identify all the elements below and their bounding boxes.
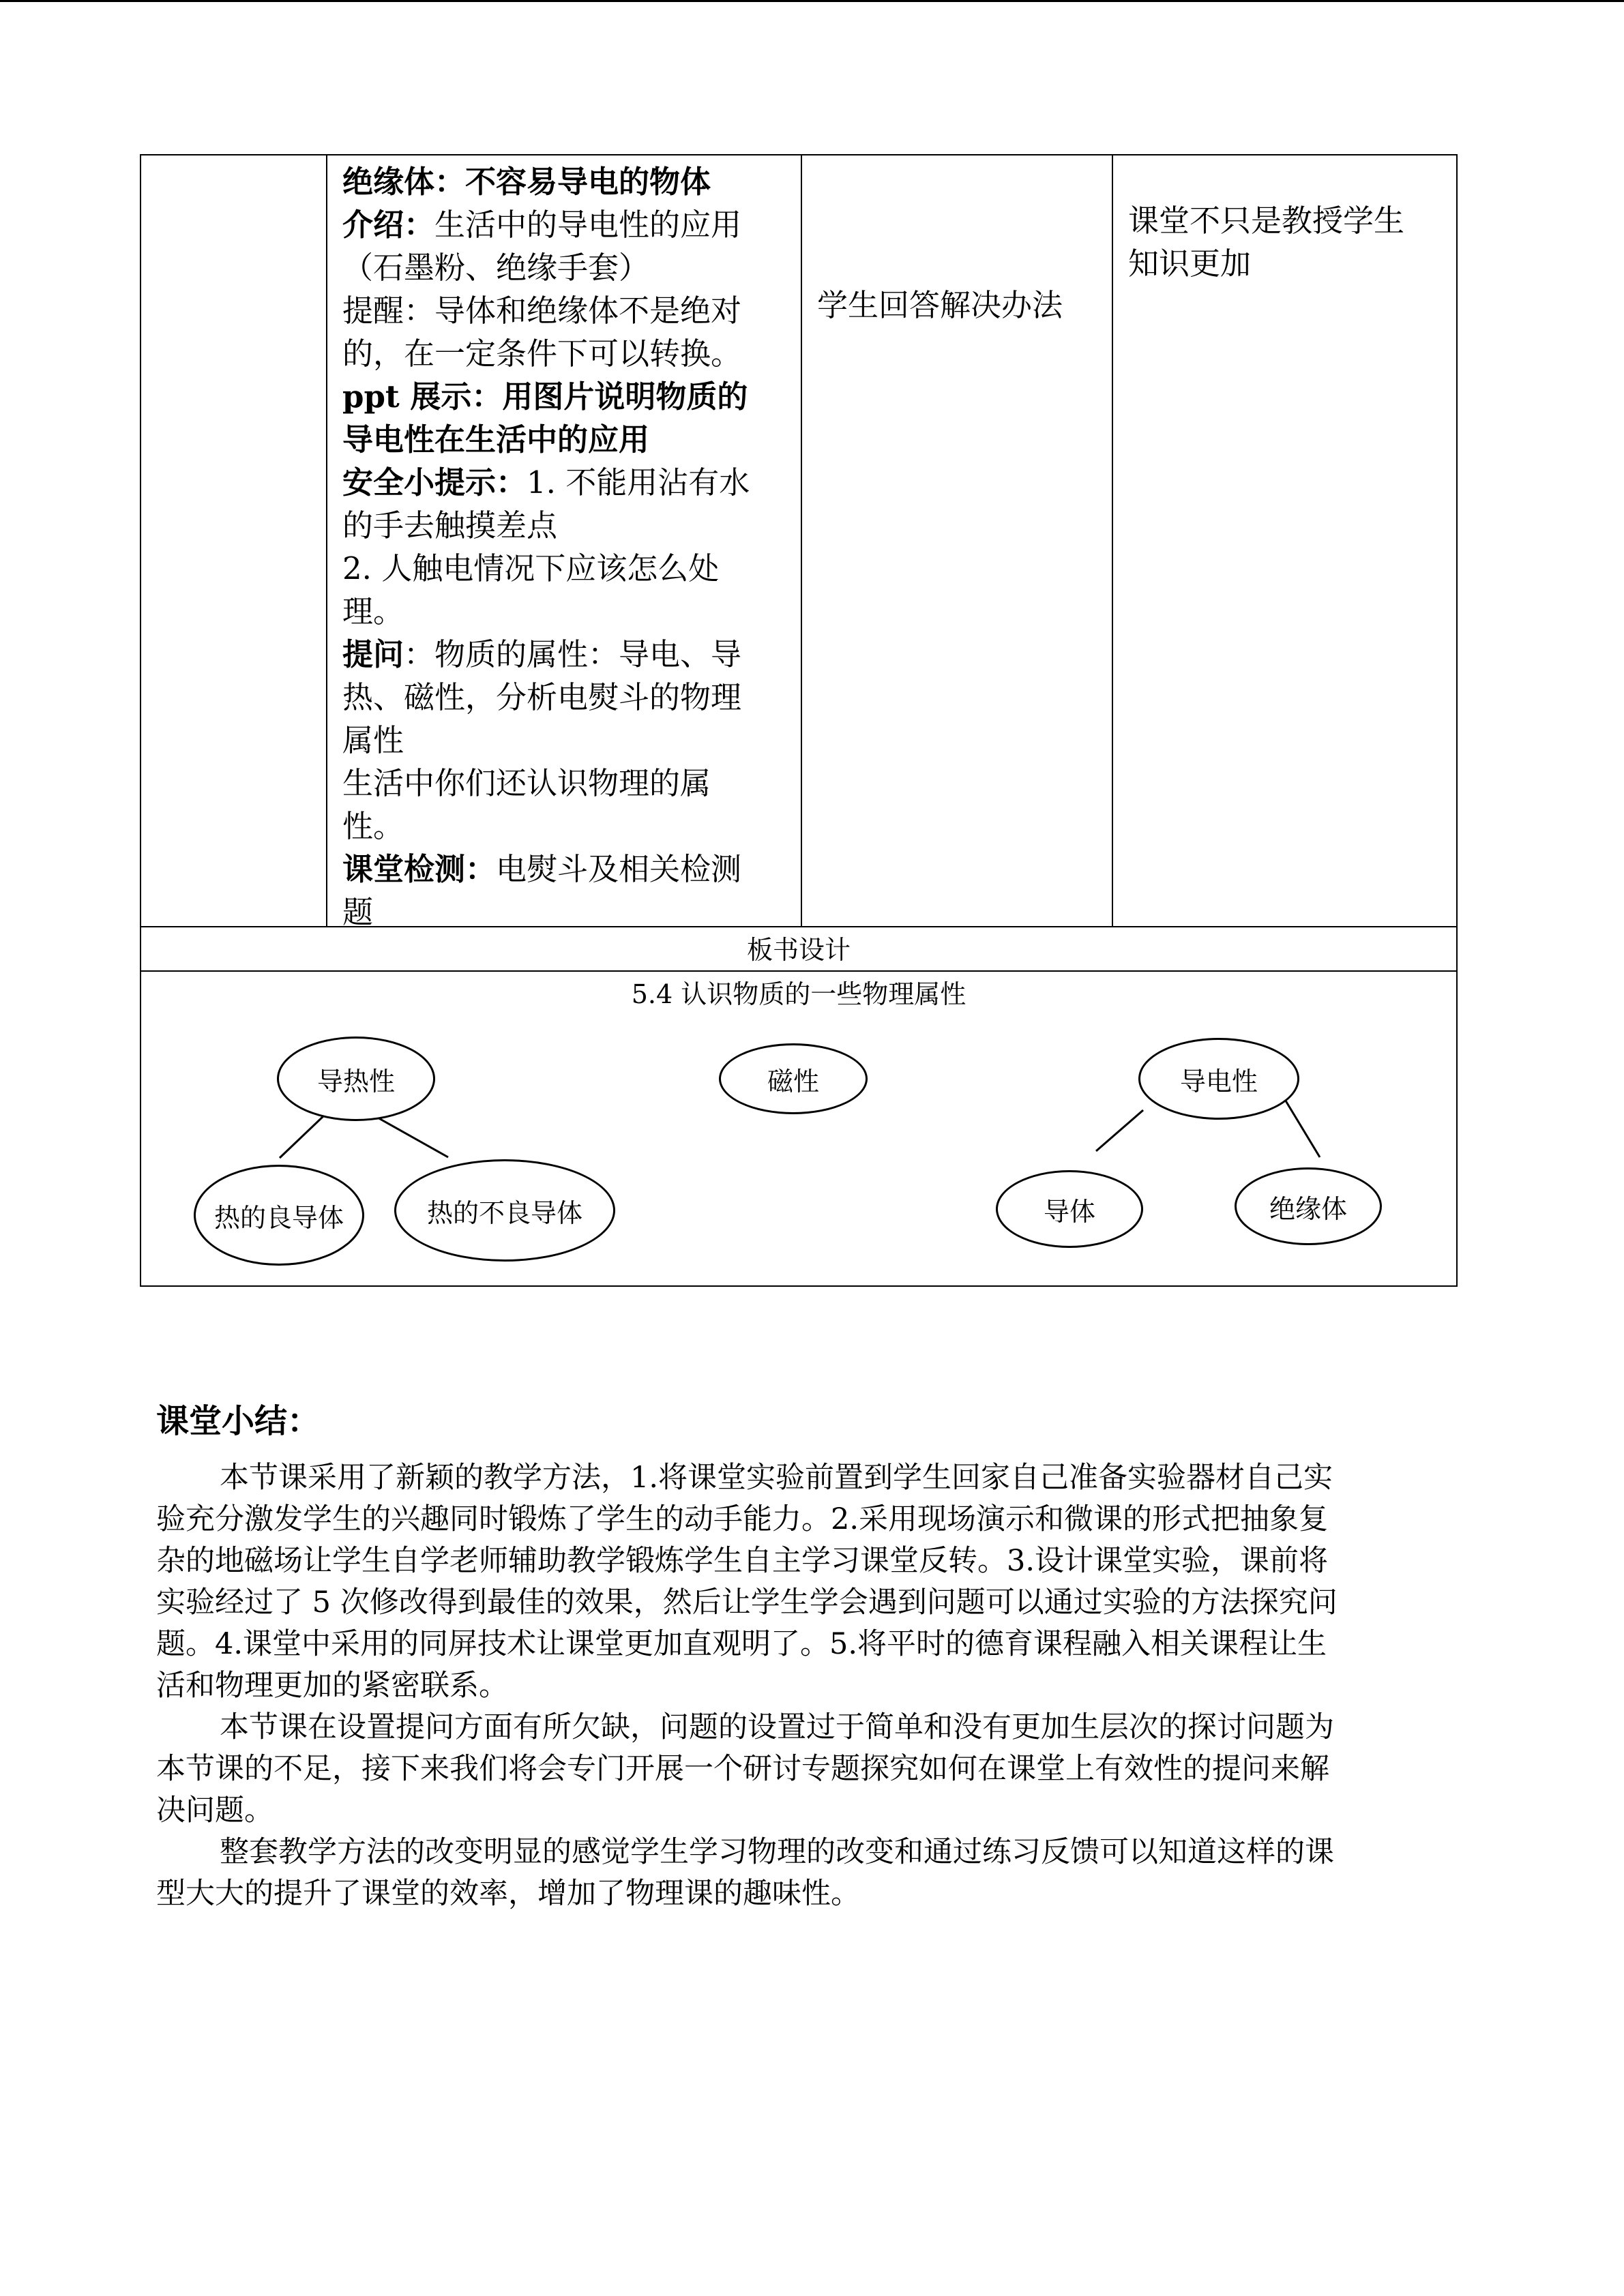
summary-line-8: 本节课的不足，接下来我们将会专门开展一个研讨专题探究如何在课堂上有效性的提问来解 bbox=[156, 1752, 1329, 1786]
board-design-header: 板书设计 bbox=[746, 935, 851, 965]
node-electrical-conductivity: 导电性 bbox=[1138, 1038, 1299, 1120]
summary-line-6: 活和物理更加的紧密联系。 bbox=[156, 1669, 508, 1703]
summary-line-9: 决问题。 bbox=[156, 1793, 274, 1828]
line-elec-to-conductor bbox=[1096, 1110, 1143, 1151]
check-line-1: 课堂检测：电熨斗及相关检测 bbox=[342, 851, 742, 887]
summary-heading: 课堂小结： bbox=[156, 1402, 321, 1440]
summary-line-4: 实验经过了 5 次修改得到最佳的效果，然后让学生学会遇到问题可以通过实验的方法探究问 bbox=[156, 1585, 1338, 1620]
line-heat-to-poor bbox=[377, 1117, 448, 1157]
board-title: 5.4 认识物质的一些物理属性 bbox=[631, 979, 966, 1009]
line-heat-to-good bbox=[280, 1116, 324, 1158]
ask-line-5: 性。 bbox=[342, 808, 404, 844]
remind-line-1: 提醒：导体和绝缘体不是绝对 bbox=[342, 293, 742, 329]
node-poor-thermal-conductor: 热的不良导体 bbox=[394, 1159, 615, 1262]
intro-line-2: （石墨粉、绝缘手套） bbox=[342, 250, 650, 286]
summary-line-10: 整套教学方法的改变明显的感觉学生学习物理的改变和通过练习反馈可以知道这样的课 bbox=[220, 1835, 1334, 1869]
ask-line-2: 热、磁性，分析电熨斗的物理 bbox=[342, 679, 742, 715]
intro-line-1: 介绍：生活中的导电性的应用 bbox=[342, 207, 742, 243]
node-thermal-conductivity: 导热性 bbox=[277, 1037, 435, 1121]
ppt-line-1: ppt 展示：用图片说明物质的 bbox=[342, 378, 748, 415]
safety-line-2: 的手去触摸差点 bbox=[342, 507, 558, 543]
node-magnetism: 磁性 bbox=[719, 1043, 868, 1114]
design-intent-line-2: 知识更加 bbox=[1128, 245, 1252, 282]
summary-line-5: 题。4.课堂中采用的同屏技术让课堂更加直观明了。5.将平时的德育课程融入相关课程让生 bbox=[156, 1627, 1327, 1661]
line-elec-to-insulator bbox=[1284, 1099, 1320, 1157]
check-line-2: 题 bbox=[342, 894, 374, 930]
remind-line-2: 的，在一定条件下可以转换。 bbox=[342, 336, 742, 372]
ask-line-4: 生活中你们还认识物理的属 bbox=[342, 765, 711, 801]
safety-line-4: 理。 bbox=[342, 593, 404, 629]
node-good-thermal-conductor: 热的良导体 bbox=[194, 1165, 364, 1266]
summary-line-2: 验充分激发学生的兴趣同时锻炼了学生的动手能力。2.采用现场演示和微课的形式把抽象复 bbox=[156, 1502, 1329, 1536]
insulator-definition: 绝缘体：不容易导电的物体 bbox=[342, 164, 711, 200]
summary-line-11: 型大大的提升了课堂的效率，增加了物理课的趣味性。 bbox=[156, 1877, 860, 1911]
node-insulator: 绝缘体 bbox=[1235, 1167, 1382, 1245]
summary-line-1: 本节课采用了新颖的教学方法，1.将课堂实验前置到学生回家自己准备实验器材自己实 bbox=[220, 1461, 1333, 1495]
design-intent-line-1: 课堂不只是教授学生 bbox=[1128, 203, 1405, 239]
ppt-line-2: 导电性在生活中的应用 bbox=[342, 421, 650, 458]
safety-line-3: 2. 人触电情况下应该怎么处 bbox=[342, 550, 720, 586]
ask-line-3: 属性 bbox=[342, 722, 404, 758]
safety-line-1: 安全小提示：1. 不能用沾有水 bbox=[342, 464, 750, 501]
summary-line-3: 杂的地磁场让学生自学老师辅助教学锻炼学生自主学习课堂反转。3.设计课堂实验，课前将 bbox=[156, 1544, 1329, 1578]
summary-line-7: 本节课在设置提问方面有所欠缺，问题的设置过于简单和没有更加生层次的探讨问题为 bbox=[220, 1710, 1334, 1744]
node-conductor: 导体 bbox=[996, 1170, 1143, 1248]
summary-body bbox=[156, 1457, 1338, 1915]
ask-line-1: 提问：物质的属性：导电、导 bbox=[342, 636, 742, 672]
student-activity-cell: 学生回答解决办法 bbox=[817, 287, 1063, 323]
